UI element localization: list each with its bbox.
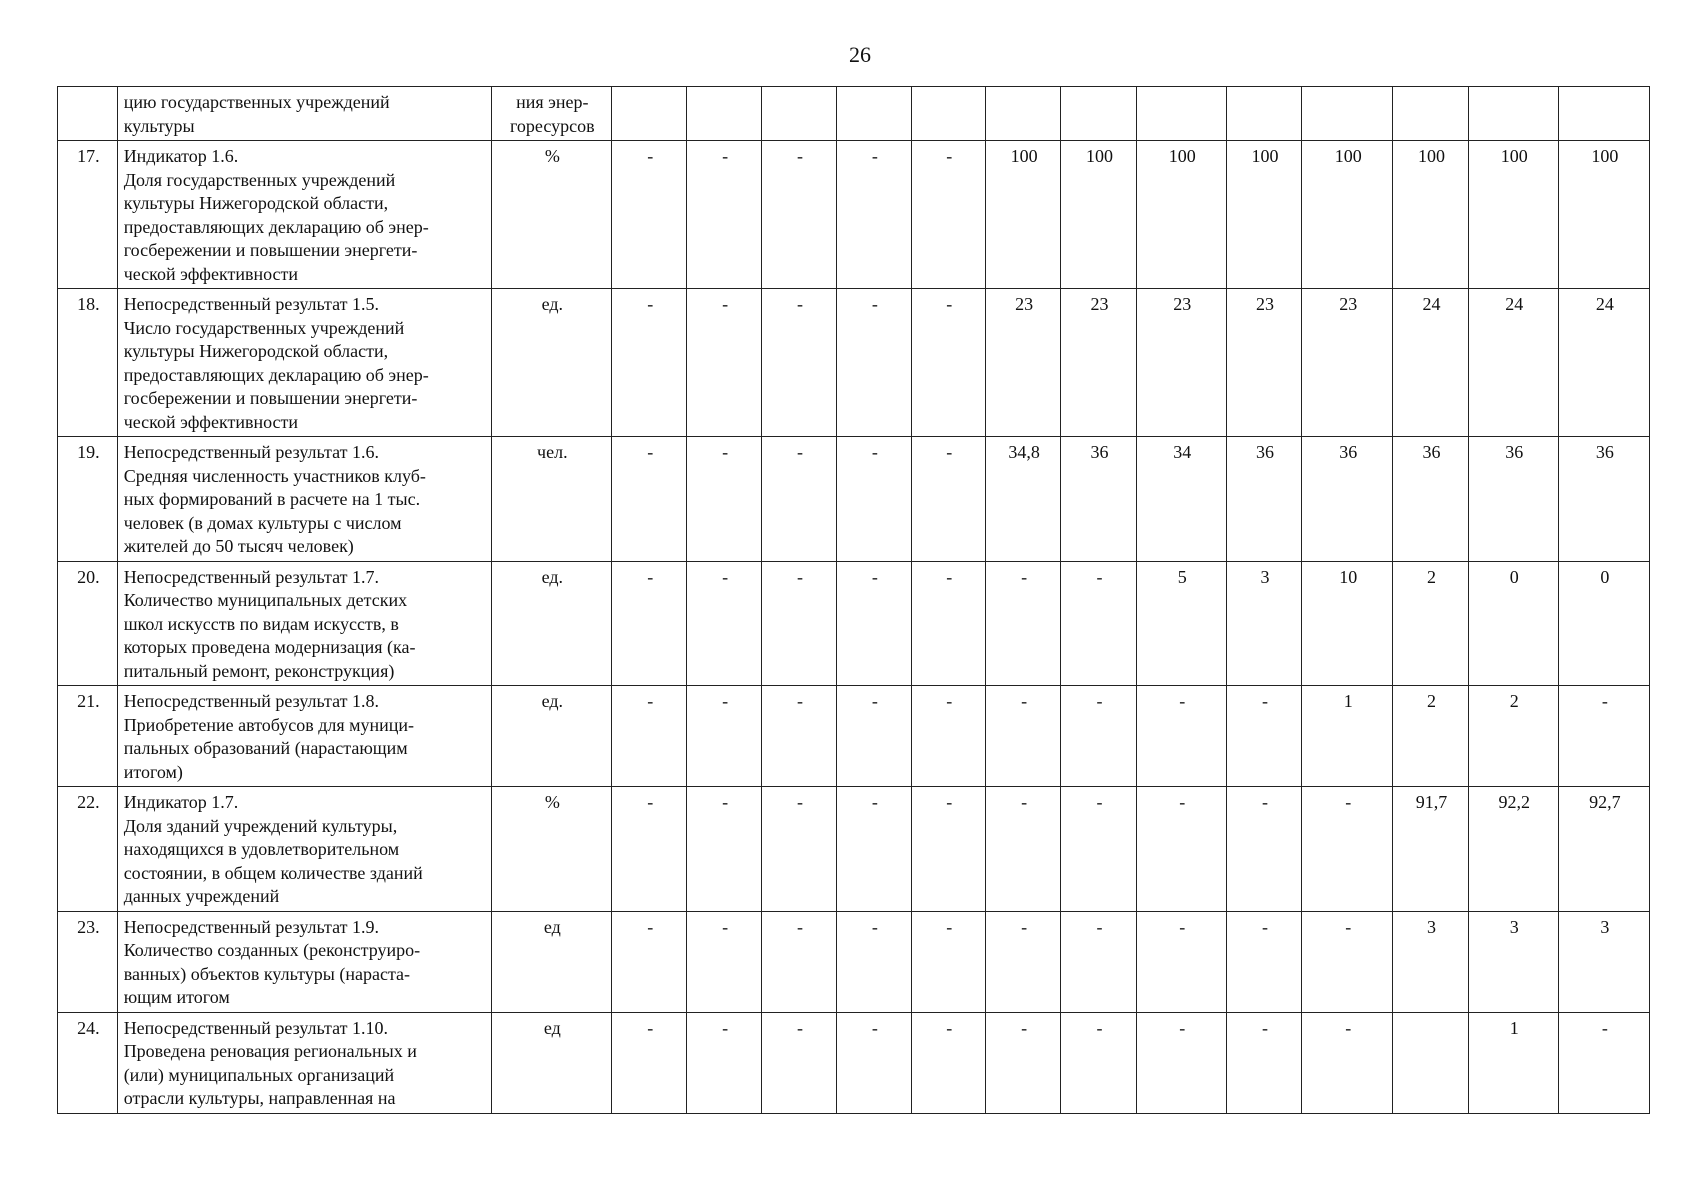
value-cell: 34 <box>1136 437 1226 562</box>
value-cell: - <box>687 787 761 912</box>
table-row <box>58 437 1650 562</box>
value-cell <box>612 87 687 141</box>
value-cell: 23 <box>985 289 1060 437</box>
value-cell: - <box>1136 911 1226 1012</box>
value-cell: 100 <box>1302 141 1393 289</box>
indicator-name-cell: Непосредственный результат 1.5. Число государственных учреждений культуры Нижегородской области, предоставляющих декларацию об энер- госбережении и повышении энергети- ческой эффективности <box>117 289 491 437</box>
value-cell <box>1393 87 1468 141</box>
row-number-cell: 19. <box>58 437 118 562</box>
table-row <box>58 561 1650 686</box>
row-number-cell <box>58 87 118 141</box>
table-row <box>58 87 1650 141</box>
value-cell: - <box>1558 686 1649 787</box>
row-number-cell: 20. <box>58 561 118 686</box>
row-number-cell: 18. <box>58 289 118 437</box>
value-cell: 24 <box>1558 289 1649 437</box>
value-cell: 3 <box>1468 911 1558 1012</box>
value-cell: - <box>1302 1012 1393 1113</box>
value-cell: - <box>1061 561 1136 686</box>
value-cell: - <box>837 787 911 912</box>
value-cell <box>761 87 836 141</box>
value-cell: - <box>761 561 836 686</box>
value-cell: 91,7 <box>1393 787 1468 912</box>
unit-cell: ед. <box>491 561 611 686</box>
indicator-name-cell: Непосредственный результат 1.10. Проведена реновация региональных и (или) муниципальных организаций отрасли культуры, направленная на <box>117 1012 491 1113</box>
value-cell: - <box>761 437 836 562</box>
value-cell: - <box>761 911 836 1012</box>
value-cell: 100 <box>1558 141 1649 289</box>
indicator-name-cell: Непосредственный результат 1.6. Средняя численность участников клуб- ных формирований в расчете на 1 тыс. человек (в домах культуры с числом жителей до 50 тысяч человек) <box>117 437 491 562</box>
value-cell: 2 <box>1393 561 1468 686</box>
value-cell: - <box>837 561 911 686</box>
value-cell: 0 <box>1558 561 1649 686</box>
unit-cell: чел. <box>491 437 611 562</box>
table-row <box>58 911 1650 1012</box>
indicator-name-cell: Непосредственный результат 1.7. Количество муниципальных детских школ искусств по видам искусств, в которых проведена модернизация (ка- питальный ремонт, реконструкция) <box>117 561 491 686</box>
value-cell: - <box>985 787 1060 912</box>
value-cell: 36 <box>1302 437 1393 562</box>
value-cell: - <box>687 561 761 686</box>
value-cell: - <box>612 1012 687 1113</box>
value-cell: - <box>687 141 761 289</box>
indicator-name-cell: Индикатор 1.7. Доля зданий учреждений культуры, находящихся в удовлетворительном состоянии, в общем количестве зданий данных учреждений <box>117 787 491 912</box>
value-cell: - <box>687 289 761 437</box>
value-cell: 1 <box>1468 1012 1558 1113</box>
row-number-cell: 22. <box>58 787 118 912</box>
value-cell: 100 <box>1468 141 1558 289</box>
indicator-name-cell: Непосредственный результат 1.8. Приобретение автобусов для муници- пальных образований (нарастающим итогом) <box>117 686 491 787</box>
unit-cell: ния энер- горесурсов <box>491 87 611 141</box>
value-cell: - <box>1061 911 1136 1012</box>
value-cell: 23 <box>1226 289 1301 437</box>
value-cell: - <box>1136 787 1226 912</box>
value-cell: - <box>837 437 911 562</box>
table-row <box>58 686 1650 787</box>
value-cell: 100 <box>985 141 1060 289</box>
value-cell <box>1468 87 1558 141</box>
value-cell: 36 <box>1226 437 1301 562</box>
value-cell: - <box>1226 787 1301 912</box>
value-cell <box>837 87 911 141</box>
value-cell: - <box>911 437 985 562</box>
row-number-cell: 24. <box>58 1012 118 1113</box>
value-cell: - <box>612 141 687 289</box>
value-cell: - <box>837 1012 911 1113</box>
value-cell: - <box>837 686 911 787</box>
value-cell: 100 <box>1226 141 1301 289</box>
value-cell <box>1393 1012 1468 1113</box>
value-cell <box>911 87 985 141</box>
value-cell <box>1558 87 1649 141</box>
value-cell <box>1136 87 1226 141</box>
indicator-name-cell: цию государственных учреждений культуры <box>117 87 491 141</box>
value-cell: 36 <box>1393 437 1468 562</box>
value-cell: - <box>1226 686 1301 787</box>
unit-cell: % <box>491 787 611 912</box>
value-cell: 92,7 <box>1558 787 1649 912</box>
value-cell: 2 <box>1468 686 1558 787</box>
value-cell: - <box>911 561 985 686</box>
value-cell: 36 <box>1061 437 1136 562</box>
value-cell: 23 <box>1136 289 1226 437</box>
value-cell: 92,2 <box>1468 787 1558 912</box>
table-row <box>58 141 1650 289</box>
value-cell: - <box>761 686 836 787</box>
value-cell: - <box>1226 911 1301 1012</box>
value-cell: - <box>837 911 911 1012</box>
value-cell: 24 <box>1468 289 1558 437</box>
value-cell: - <box>911 289 985 437</box>
table-row <box>58 787 1650 912</box>
indicator-name-cell: Индикатор 1.6. Доля государственных учреждений культуры Нижегородской области, предоставляющих декларацию об энер- госбережении и повышении энергети- ческой эффективности <box>117 141 491 289</box>
unit-cell: ед. <box>491 686 611 787</box>
value-cell: 36 <box>1558 437 1649 562</box>
value-cell: 23 <box>1302 289 1393 437</box>
value-cell: - <box>612 561 687 686</box>
value-cell: - <box>985 911 1060 1012</box>
value-cell: - <box>687 686 761 787</box>
value-cell: 100 <box>1061 141 1136 289</box>
value-cell: - <box>612 911 687 1012</box>
page-number: 26 <box>849 42 871 67</box>
value-cell: - <box>911 911 985 1012</box>
value-cell <box>687 87 761 141</box>
unit-cell: ед <box>491 1012 611 1113</box>
value-cell: - <box>612 787 687 912</box>
value-cell: - <box>1061 686 1136 787</box>
value-cell: - <box>1302 787 1393 912</box>
value-cell: - <box>761 787 836 912</box>
unit-cell: ед. <box>491 289 611 437</box>
value-cell: - <box>761 289 836 437</box>
value-cell: 3 <box>1393 911 1468 1012</box>
table-row <box>58 1012 1650 1113</box>
value-cell: - <box>761 141 836 289</box>
row-number-cell: 23. <box>58 911 118 1012</box>
value-cell: 100 <box>1393 141 1468 289</box>
value-cell: 1 <box>1302 686 1393 787</box>
value-cell: 24 <box>1393 289 1468 437</box>
value-cell: - <box>1061 1012 1136 1113</box>
value-cell: - <box>985 1012 1060 1113</box>
unit-cell: % <box>491 141 611 289</box>
value-cell: - <box>911 141 985 289</box>
value-cell: - <box>837 141 911 289</box>
unit-cell: ед <box>491 911 611 1012</box>
row-number-cell: 21. <box>58 686 118 787</box>
value-cell: - <box>1136 1012 1226 1113</box>
value-cell <box>985 87 1060 141</box>
value-cell: - <box>1558 1012 1649 1113</box>
value-cell: 3 <box>1558 911 1649 1012</box>
value-cell: - <box>687 1012 761 1113</box>
row-number-cell: 17. <box>58 141 118 289</box>
value-cell: - <box>1061 787 1136 912</box>
value-cell: - <box>761 1012 836 1113</box>
value-cell <box>1061 87 1136 141</box>
value-cell: 10 <box>1302 561 1393 686</box>
value-cell: 0 <box>1468 561 1558 686</box>
value-cell: - <box>837 289 911 437</box>
value-cell: 23 <box>1061 289 1136 437</box>
value-cell: 34,8 <box>985 437 1060 562</box>
indicator-name-cell: Непосредственный результат 1.9. Количество созданных (реконструиро- ванных) объектов культуры (нараста- ющим итогом <box>117 911 491 1012</box>
value-cell: - <box>985 561 1060 686</box>
value-cell: 100 <box>1136 141 1226 289</box>
value-cell: 36 <box>1468 437 1558 562</box>
table-row <box>58 289 1650 437</box>
value-cell: - <box>612 289 687 437</box>
value-cell: - <box>687 437 761 562</box>
value-cell: - <box>612 437 687 562</box>
value-cell: 3 <box>1226 561 1301 686</box>
value-cell: - <box>1136 686 1226 787</box>
value-cell <box>1302 87 1393 141</box>
value-cell: - <box>911 686 985 787</box>
indicators-table <box>57 86 1650 1114</box>
value-cell: - <box>612 686 687 787</box>
value-cell <box>1226 87 1301 141</box>
value-cell: 2 <box>1393 686 1468 787</box>
value-cell: 5 <box>1136 561 1226 686</box>
value-cell: - <box>911 787 985 912</box>
value-cell: - <box>911 1012 985 1113</box>
value-cell: - <box>1226 1012 1301 1113</box>
value-cell: - <box>687 911 761 1012</box>
value-cell: - <box>985 686 1060 787</box>
value-cell: - <box>1302 911 1393 1012</box>
